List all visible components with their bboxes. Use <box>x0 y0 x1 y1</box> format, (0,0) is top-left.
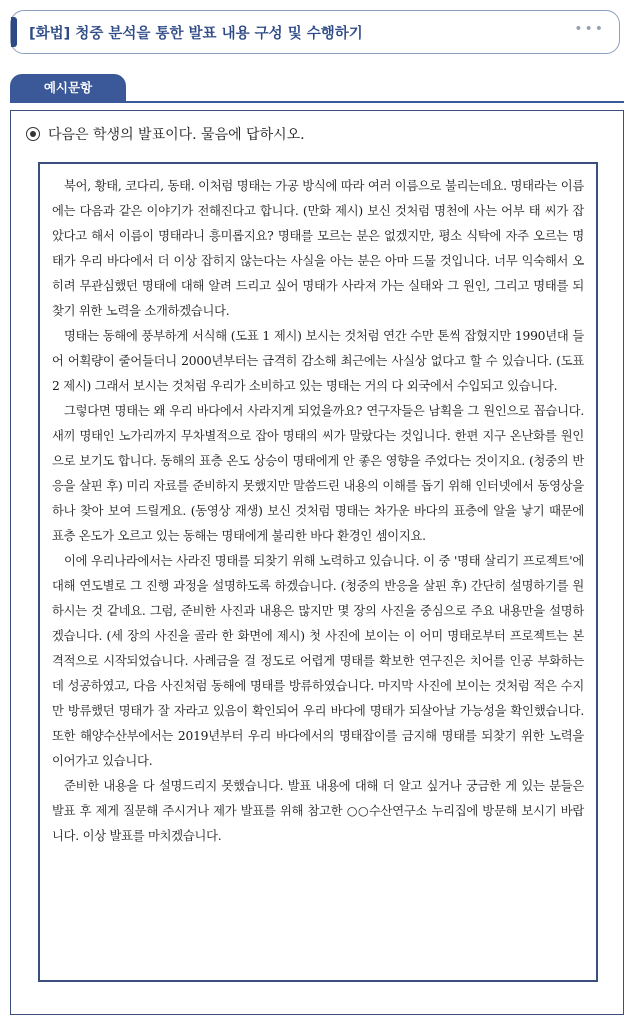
section-title: [화법] 청중 분석을 통한 발표 내용 구성 및 수행하기 <box>29 26 363 42</box>
passage-box <box>38 162 598 982</box>
question-prompt <box>26 124 305 144</box>
question-text: 다음은 학생의 발표이다. 물음에 답하시오. <box>48 127 305 143</box>
passage-paragraph-3: 그렇다면 명태는 왜 우리 바다에서 사라지게 되었을까요? 연구자들은 남획을 그 원인으로 꼽습니다. 새끼 명태인 노가리까지 무차별적으로 잡아 명태의 씨가 말랐다는 것입니다. 한편 지구 온난화를 원인으로 보기도 합니다. 동해의 표층 온도 상승이 명태에게 안 좋은 영향을 주었다는 것이지요. (청중의 반응을 살핀 후) 미리 자료를 준비하지 못했지만 말씀드린 내용의 이해를 돕기 위해 인터넷에서 동영상을 하나 찾아 보여 드릴게요. (동영상 재생) 보신 것처럼 명태는 차가운 바다의 표층에 알을 낳기 때문에 표층 온도가 오르고 있는 동해는 명태에게 불리한 바다 환경인 셈이지요. <box>52 404 584 543</box>
more-dots-icon: ••• <box>574 21 605 37</box>
tab-underline <box>10 101 624 103</box>
header-accent-bar <box>11 17 17 47</box>
circle-bullet-icon <box>26 127 40 141</box>
section-header <box>10 10 620 54</box>
passage-paragraph-5: 준비한 내용을 다 설명드리지 못했습니다. 발표 내용에 대해 더 알고 싶거나 궁금한 게 있는 분들은 발표 후 제게 질문해 주시거나 제가 발표를 위해 참고한 ○○수산연구소 누리집에 방문해 보시기 바랍니다. 이상 발표를 마치겠습니다. <box>52 779 584 843</box>
example-question-tab: 예시문항 <box>10 74 126 102</box>
passage-paragraph-2: 명태는 동해에 풍부하게 서식해 (도표 1 제시) 보시는 것처럼 연간 수만 톤씩 잡혔지만 1990년대 들어 어획량이 줄어들더니 2000년부터는 급격히 감소해 최근에는 사실상 없다고 할 수 있습니다. (도표 2 제시) 그래서 보시는 것처럼 우리가 소비하고 있는 명태는 거의 다 외국에서 수입되고 있습니다. <box>52 329 584 393</box>
passage-paragraph-4: 이에 우리나라에서는 사라진 명태를 되찾기 위해 노력하고 있습니다. 이 중 '명태 살리기 프로젝트'에 대해 연도별로 그 진행 과정을 설명하도록 하겠습니다. (청중의 반응을 살핀 후) 간단히 설명하기를 원하시는 것 같네요. 그럼, 준비한 사진과 내용은 많지만 몇 장의 사진을 중심으로 주요 내용만을 설명하겠습니다. (세 장의 사진을 골라 한 화면에 제시) 첫 사진에 보이는 이 어미 명태로부터 프로젝트는 본격적으로 시작되었습니다. 사례금을 걸 정도로 어렵게 명태를 확보한 연구진은 치어를 인공 부화하는 데 성공하였고, 다음 사진처럼 동해에 명태를 방류하였습니다. 마지막 사진에 보이는 것처럼 적은 수지만 방류했던 명태가 잘 자라고 있음이 확인되어 우리 바다에 명태가 되살아날 가능성을 확인했습니다. 또한 해양수산부에서는 2019년부터 우리 바다에서의 명태잡이를 금지해 명태를 되찾기 위한 노력을 이어가고 있습니다. <box>52 554 584 768</box>
passage-paragraph-1: 북어, 황태, 코다리, 동태. 이처럼 명태는 가공 방식에 따라 여러 이름으로 불리는데요. 명태라는 이름에는 다음과 같은 이야기가 전해진다고 합니다. (만화 제시) 보신 것처럼 명천에 사는 어부 태 씨가 잡았다고 해서 이름이 명태라니 흥미롭지요? 명태를 모르는 분은 없겠지만, 평소 식탁에 자주 오르는 명태가 우리 바다에서 더 이상 잡히지 않는다는 사실을 아는 분은 아마 드물 것입니다. 너무 익숙해서 오히려 무관심했던 명태에 대해 알려 드리고 싶어 명태가 사라져 가는 실태와 그 원인, 그리고 명태를 되찾기 위한 노력을 소개하겠습니다. <box>52 179 584 318</box>
